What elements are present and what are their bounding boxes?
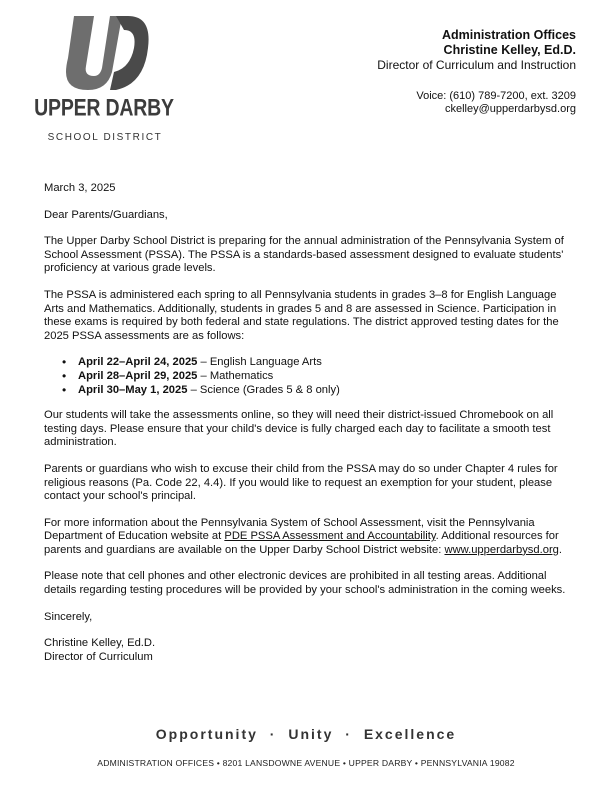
date-subject: – English Language Arts bbox=[197, 356, 322, 369]
date-range: April 28–April 29, 2025 bbox=[78, 369, 198, 382]
admin-title: Director of Curriculum and Instruction bbox=[377, 58, 576, 72]
admin-office: Administration Offices bbox=[441, 28, 576, 42]
date-subject: – Science (Grades 5 & 8 only) bbox=[187, 383, 340, 396]
paragraph-exemption: Parents or guardians who wish to excuse their child from the PSSA may do so under Chapter 4 rules for religious reasons (Pa. Code 22, 4.4). If you would like to request an exemption for your student, please contact your school's principal. bbox=[44, 462, 558, 503]
paragraph-chromebook: Our students will take the assessments online, so they will need their district-issued Chromebook on all testing days. Please ensure that your child's device is fully charged each day to facilitate a smooth test administration. bbox=[44, 409, 554, 449]
list-item bbox=[44, 370, 572, 384]
admin-block bbox=[377, 28, 576, 73]
motto-separator: · bbox=[269, 726, 277, 742]
salutation: Dear Parents/Guardians, bbox=[44, 208, 168, 221]
paragraph-resources: For more information about the Pennsylvania System of School Assessment, visit the Pennsylvania Department of Education website at PDE PSSA Assessment and Accountability. Additional resources for parents and guardians are available on the Upper Darby School District website: www.upperdarbysd.org. bbox=[44, 516, 563, 556]
ud-monogram-icon bbox=[60, 14, 152, 92]
signer-title: Director of Curriculum bbox=[44, 650, 153, 663]
motto-separator: · bbox=[345, 726, 352, 742]
logo-title: UPPER DARBY bbox=[34, 94, 174, 122]
paragraph-administration: The PSSA is administered each spring to all Pennsylvania students in grades 3–8 for English Language Arts and Mathematics. Additionally, students in grades 5 and 8 are assessed in Science. Participation in these exams is required by both federal and state regulations. The district approved testing dates for the 2025 PSSA assessments are as follows: bbox=[44, 288, 559, 342]
closing: Sincerely, bbox=[44, 610, 93, 623]
motto-unity: Unity bbox=[288, 726, 334, 742]
date-range: April 30–May 1, 2025 bbox=[78, 383, 188, 396]
letter-body bbox=[44, 182, 572, 664]
list-item bbox=[44, 384, 572, 398]
email-address: ckelley@upperdarbysd.org bbox=[444, 103, 576, 115]
paragraph-devices: Please note that cell phones and other electronic devices are prohibited in all testing areas. Additional details regarding testing procedures will be provided by your school's administration in the coming weeks. bbox=[44, 570, 566, 597]
contact-block bbox=[416, 90, 576, 116]
district-website-link[interactable]: www.upperdarbysd.org bbox=[444, 543, 559, 556]
testing-dates-list bbox=[44, 356, 572, 397]
date-subject: – Mathematics bbox=[197, 369, 274, 382]
logo-subtitle: SCHOOL DISTRICT bbox=[47, 132, 163, 143]
pde-pssa-link[interactable]: PDE PSSA Assessment and Accountability bbox=[224, 530, 436, 543]
date-range: April 22–April 24, 2025 bbox=[78, 356, 198, 369]
list-item bbox=[44, 356, 572, 370]
district-logo bbox=[34, 14, 174, 143]
letter-date: March 3, 2025 bbox=[44, 182, 116, 194]
signer-name: Christine Kelley, Ed.D. bbox=[44, 637, 156, 650]
voice-number: Voice: (610) 789-7200, ext. 3209 bbox=[416, 90, 576, 102]
motto-opportunity: Opportunity bbox=[155, 726, 258, 742]
district-motto bbox=[0, 726, 612, 742]
footer-address: ADMINISTRATION OFFICES • 8201 LANSDOWNE AVENUE • UPPER DARBY • PENNSYLVANIA 19082 bbox=[97, 758, 515, 768]
paragraph-intro: The Upper Darby School District is preparing for the annual administration of the Pennsylvania System of School Assessment (PSSA). The PSSA is a standards-based assessment designed to evaluate students' proficiency at various grade levels. bbox=[44, 235, 564, 275]
motto-excellence: Excellence bbox=[363, 726, 457, 742]
admin-name: Christine Kelley, Ed.D. bbox=[443, 43, 576, 57]
